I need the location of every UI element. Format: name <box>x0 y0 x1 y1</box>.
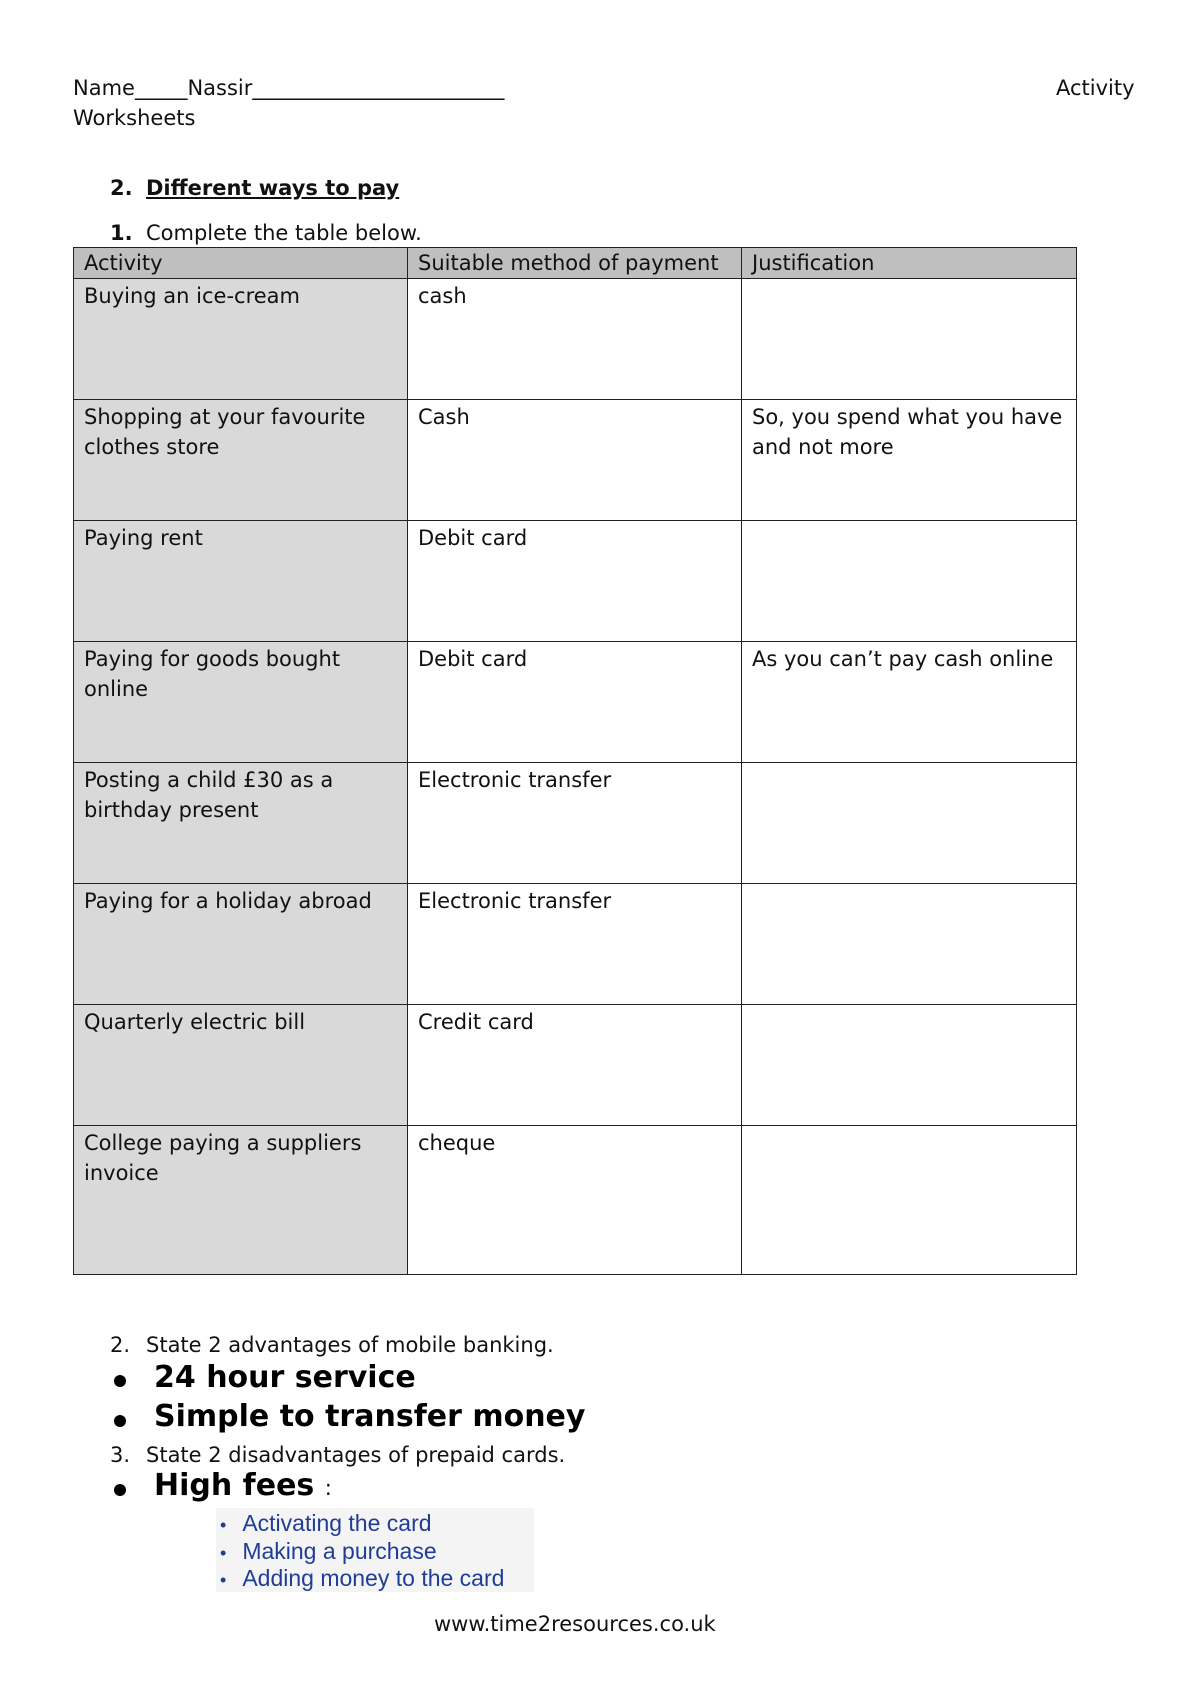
sub-list-item <box>220 1510 432 1537</box>
activity-cell: Quarterly electric bill <box>74 1005 408 1126</box>
header-method: Suitable method of payment <box>408 248 742 279</box>
question-1-text: Complete the table below. <box>146 221 422 245</box>
method-cell[interactable]: Credit card <box>408 1005 742 1126</box>
justification-cell[interactable] <box>742 279 1077 400</box>
method-cell[interactable]: Debit card <box>408 521 742 642</box>
table-row <box>74 400 1077 521</box>
table-row <box>74 521 1077 642</box>
worksheets-label: Worksheets <box>73 106 196 130</box>
disadvantage-answer-text: High fees <box>154 1468 315 1503</box>
activity-cell: Paying for goods bought online <box>74 642 408 763</box>
sub-list-item-text: Making a purchase <box>242 1538 437 1564</box>
payment-methods-table <box>73 247 1077 1275</box>
sub-list-item-text: Activating the card <box>242 1510 432 1536</box>
method-cell[interactable]: Debit card <box>408 642 742 763</box>
justification-cell[interactable] <box>742 763 1077 884</box>
bullet-icon <box>114 1484 126 1496</box>
activity-cell: Posting a child £30 as a birthday present <box>74 763 408 884</box>
small-bullet-icon: • <box>220 1515 227 1535</box>
advantage-answer: Simple to transfer money <box>154 1399 586 1434</box>
justification-cell[interactable] <box>742 1126 1077 1275</box>
activity-cell: Buying an ice-cream <box>74 279 408 400</box>
activity-cell: College paying a suppliers invoice <box>74 1126 408 1275</box>
question-2-number: 2. <box>110 1333 131 1357</box>
sub-list-item <box>220 1565 504 1592</box>
header-justification: Justification <box>742 248 1077 279</box>
activity-cell: Paying rent <box>74 521 408 642</box>
method-cell[interactable]: cash <box>408 279 742 400</box>
question-1-number: 1. <box>110 221 133 245</box>
table-header-row <box>74 248 1077 279</box>
justification-cell[interactable] <box>742 521 1077 642</box>
table-row <box>74 279 1077 400</box>
sub-list-item <box>220 1538 437 1565</box>
name-line: Name_____Nassir________________________ <box>73 76 505 100</box>
header-activity: Activity <box>74 248 408 279</box>
footer-url: www.time2resources.co.uk <box>434 1612 716 1636</box>
table-row <box>74 1005 1077 1126</box>
justification-cell[interactable] <box>742 1005 1077 1126</box>
table-row <box>74 642 1077 763</box>
bullet-icon <box>114 1375 126 1387</box>
advantage-answer: 24 hour service <box>154 1360 416 1395</box>
method-cell[interactable]: Electronic transfer <box>408 763 742 884</box>
activity-label: Activity <box>1056 76 1135 100</box>
section-number: 2. <box>110 176 133 200</box>
justification-cell[interactable]: So, you spend what you have and not more <box>742 400 1077 521</box>
question-3-text: State 2 disadvantages of prepaid cards. <box>146 1443 566 1467</box>
activity-cell: Paying for a holiday abroad <box>74 884 408 1005</box>
bullet-icon <box>114 1415 126 1427</box>
table-row <box>74 763 1077 884</box>
activity-cell: Shopping at your favourite clothes store <box>74 400 408 521</box>
disadvantage-answer <box>154 1468 332 1503</box>
table-row <box>74 1126 1077 1275</box>
justification-cell[interactable] <box>742 884 1077 1005</box>
small-bullet-icon: • <box>220 1543 227 1563</box>
method-cell[interactable]: Cash <box>408 400 742 521</box>
method-cell[interactable]: cheque <box>408 1126 742 1275</box>
justification-cell[interactable]: As you can’t pay cash online <box>742 642 1077 763</box>
method-cell[interactable]: Electronic transfer <box>408 884 742 1005</box>
question-2-text: State 2 advantages of mobile banking. <box>146 1333 554 1357</box>
section-title: Different ways to pay <box>146 176 400 200</box>
sub-list-item-text: Adding money to the card <box>242 1565 505 1591</box>
question-3-number: 3. <box>110 1443 131 1467</box>
table-row <box>74 884 1077 1005</box>
answer-colon: : <box>324 1476 332 1500</box>
small-bullet-icon: • <box>220 1570 227 1590</box>
